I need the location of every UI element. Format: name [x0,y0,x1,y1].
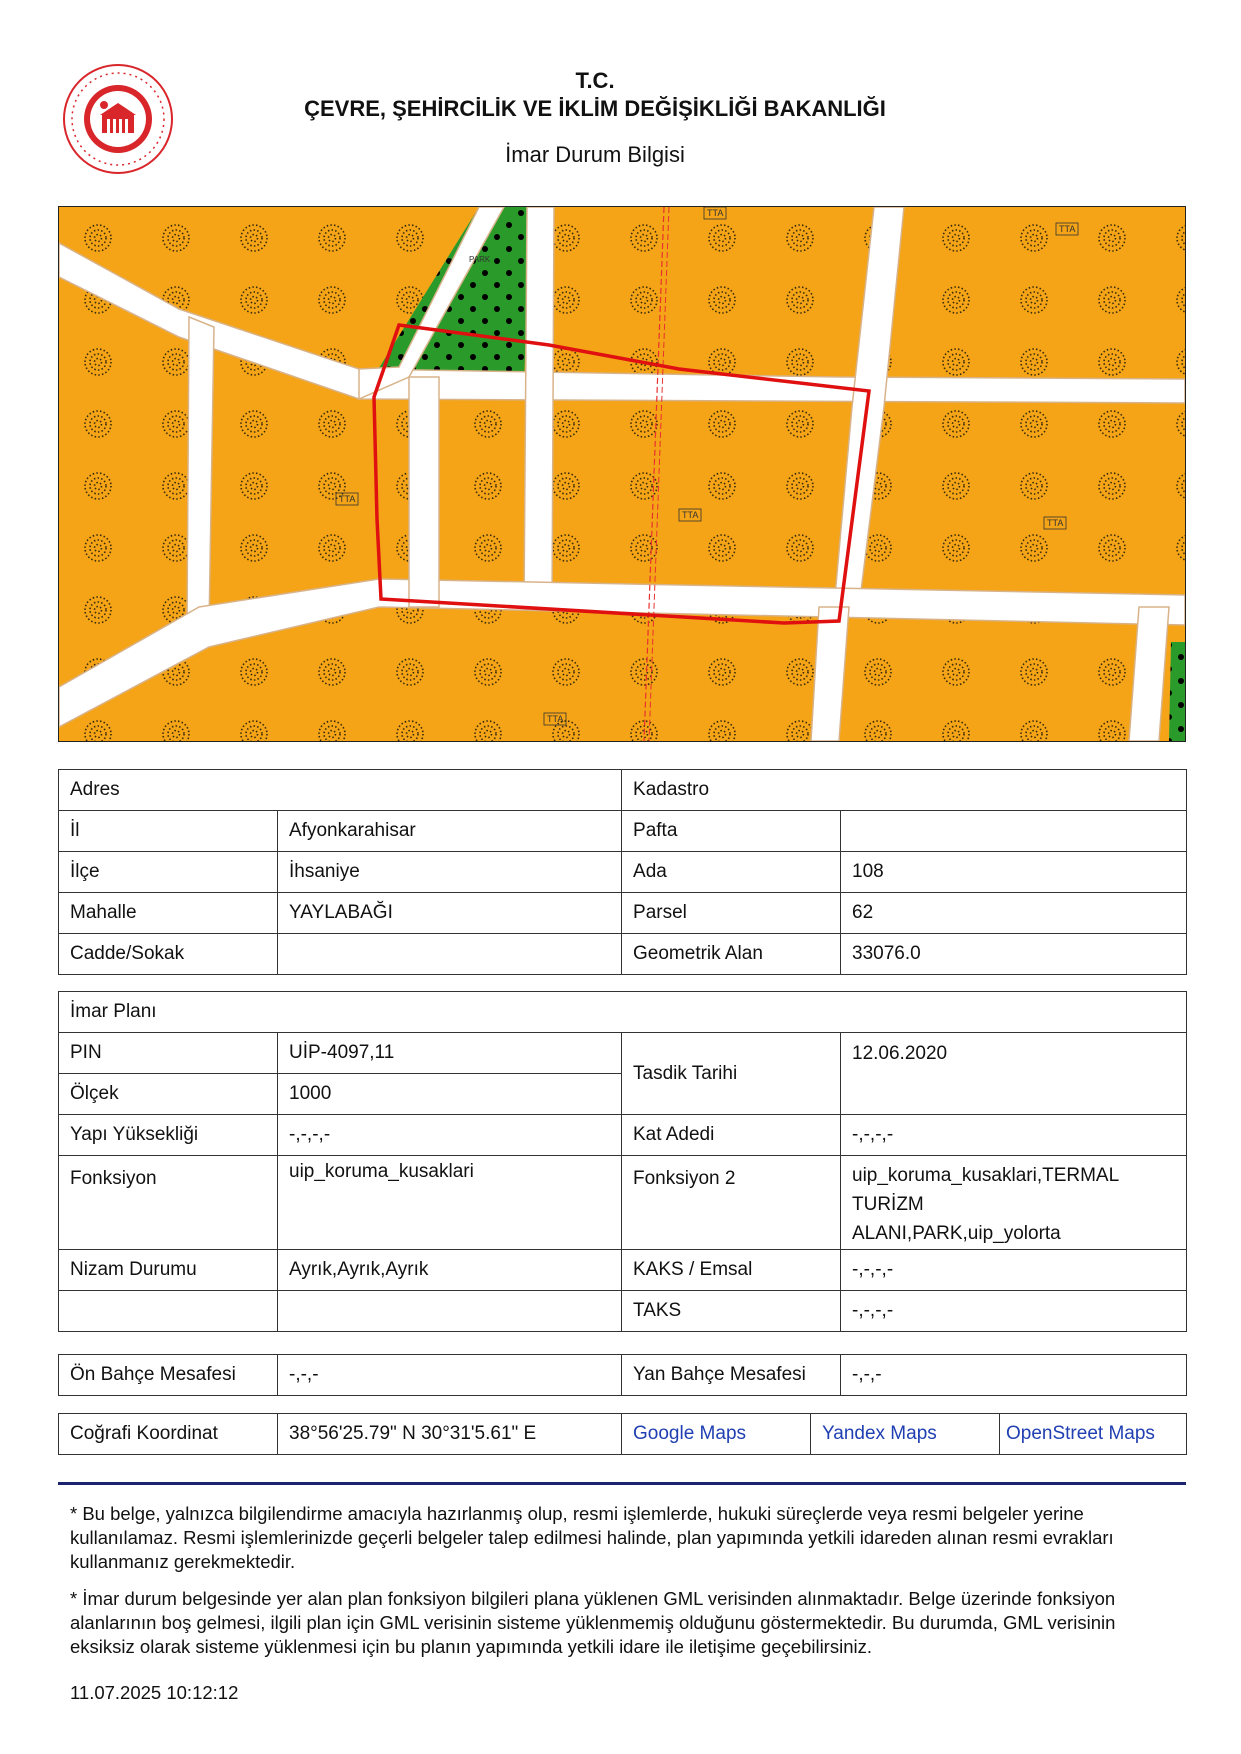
fonksiyon2-label: Fonksiyon 2 [622,1156,841,1250]
disclaimer-note: * Bu belge, yalnızca bilgilendirme amacıyla hazırlanmış olup, resmi işlemlerde, hukuki süreçlerde veya resmi belgeler yerine kullanılamaz. Resmi işlemlerinizde geçerli belgeler talep edilmesi halinde, plan yapımında yetkili idareden alınan resmi evrakları kullanmanız gerekmektedir. [70,1503,1114,1572]
nizam-label: Nizam Durumu [59,1250,278,1291]
park-label: PARK [469,255,491,264]
openstreet-maps-link[interactable]: OpenStreet Maps [1000,1414,1187,1455]
plan-table [58,991,1187,1332]
tasdik-value: 12.06.2020 [841,1033,1187,1115]
ada-label: Ada [622,852,841,893]
tta-label: TTA [682,510,699,520]
pafta-label: Pafta [622,811,841,852]
header-tc: T.C. [575,68,615,93]
il-value: Afyonkarahisar [278,811,622,852]
parsel-value: 62 [841,893,1187,934]
mahalle-label: Mahalle [59,893,278,934]
pin-label: PIN [59,1033,278,1074]
pafta-value [841,811,1187,852]
empty-cell [59,1291,278,1332]
plan-header: İmar Planı [59,992,1187,1033]
kat-label: Kat Adedi [622,1115,841,1156]
ministry-logo [62,63,174,175]
address-table [58,769,1187,975]
coords-label: Coğrafi Koordinat [59,1414,278,1455]
gml-note: * İmar durum belgesinde yer alan plan fonksiyon bilgileri plana yüklenen GML verisinden alınmaktadır. Belge üzerinde fonksiyon alanlarının boş gelmesi, ilgili plan için GML verisinin sisteme yüklenmemiş olduğunu göstermektedir. Bu durumda, GML verisinin eksiksiz olarak sisteme yüklenmesi için bu planın yapımında yetkili idare ile iletişime geçebilirsiniz. [70,1588,1116,1657]
kadastro-header: Kadastro [622,770,1187,811]
empty-cell [278,1291,622,1332]
taks-label: TAKS [622,1291,841,1332]
kaks-label: KAKS / Emsal [622,1250,841,1291]
yukseklik-value: -,-,-,- [278,1115,622,1156]
olcek-label: Ölçek [59,1074,278,1115]
fonksiyon2-value [841,1156,1187,1250]
yan-bahce-label: Yan Bahçe Mesafesi [622,1355,841,1396]
on-bahce-label: Ön Bahçe Mesafesi [59,1355,278,1396]
tta-label: TTA [707,208,724,218]
fonksiyon2-line: TURİZM [852,1194,924,1215]
google-maps-link[interactable]: Google Maps [622,1414,811,1455]
fonksiyon-value: uip_koruma_kusaklari [278,1156,622,1250]
coords-table [58,1413,1187,1455]
fonksiyon-label: Fonksiyon [59,1156,278,1250]
yan-bahce-value: -,-,- [841,1355,1187,1396]
tta-label: TTA [339,494,356,504]
ilce-label: İlçe [59,852,278,893]
fonksiyon2-line: uip_koruma_kusaklari,TERMAL [852,1165,1120,1186]
parsel-label: Parsel [622,893,841,934]
park-area-right [1169,642,1185,741]
olcek-value: 1000 [278,1074,622,1115]
cadde-value [278,934,622,975]
il-label: İl [59,811,278,852]
coords-value: 38°56'25.79" N 30°31'5.61" E [278,1414,622,1455]
on-bahce-value: -,-,- [278,1355,622,1396]
divider [58,1482,1186,1485]
tta-label: TTA [547,714,564,724]
taks-value: -,-,-,- [841,1291,1187,1332]
kaks-value: -,-,-,- [841,1250,1187,1291]
yukseklik-label: Yapı Yüksekliği [59,1115,278,1156]
zoning-map[interactable] [58,206,1186,742]
pin-value: UİP-4097,11 [278,1033,622,1074]
ada-value: 108 [841,852,1187,893]
cadde-label: Cadde/Sokak [59,934,278,975]
adres-header: Adres [59,770,622,811]
mahalle-value: YAYLABAĞI [278,893,622,934]
timestamp: 11.07.2025 10:12:12 [70,1682,239,1703]
alan-label: Geometrik Alan [622,934,841,975]
ilce-value: İhsaniye [278,852,622,893]
fonksiyon2-line: ALANI,PARK,uip_yolorta [852,1223,1061,1244]
header-ministry: ÇEVRE, ŞEHİRCİLİK VE İKLİM DEĞİŞİKLİĞİ BAKANLIĞI [304,96,886,121]
alan-value: 33076.0 [841,934,1187,975]
tasdik-label: Tasdik Tarihi [622,1033,841,1115]
tta-label: TTA [1059,224,1076,234]
yandex-maps-link[interactable]: Yandex Maps [811,1414,1000,1455]
tta-label: TTA [1047,518,1064,528]
kat-value: -,-,-,- [841,1115,1187,1156]
page-title: İmar Durum Bilgisi [505,142,685,167]
nizam-value: Ayrık,Ayrık,Ayrık [278,1250,622,1291]
setback-table [58,1354,1187,1396]
